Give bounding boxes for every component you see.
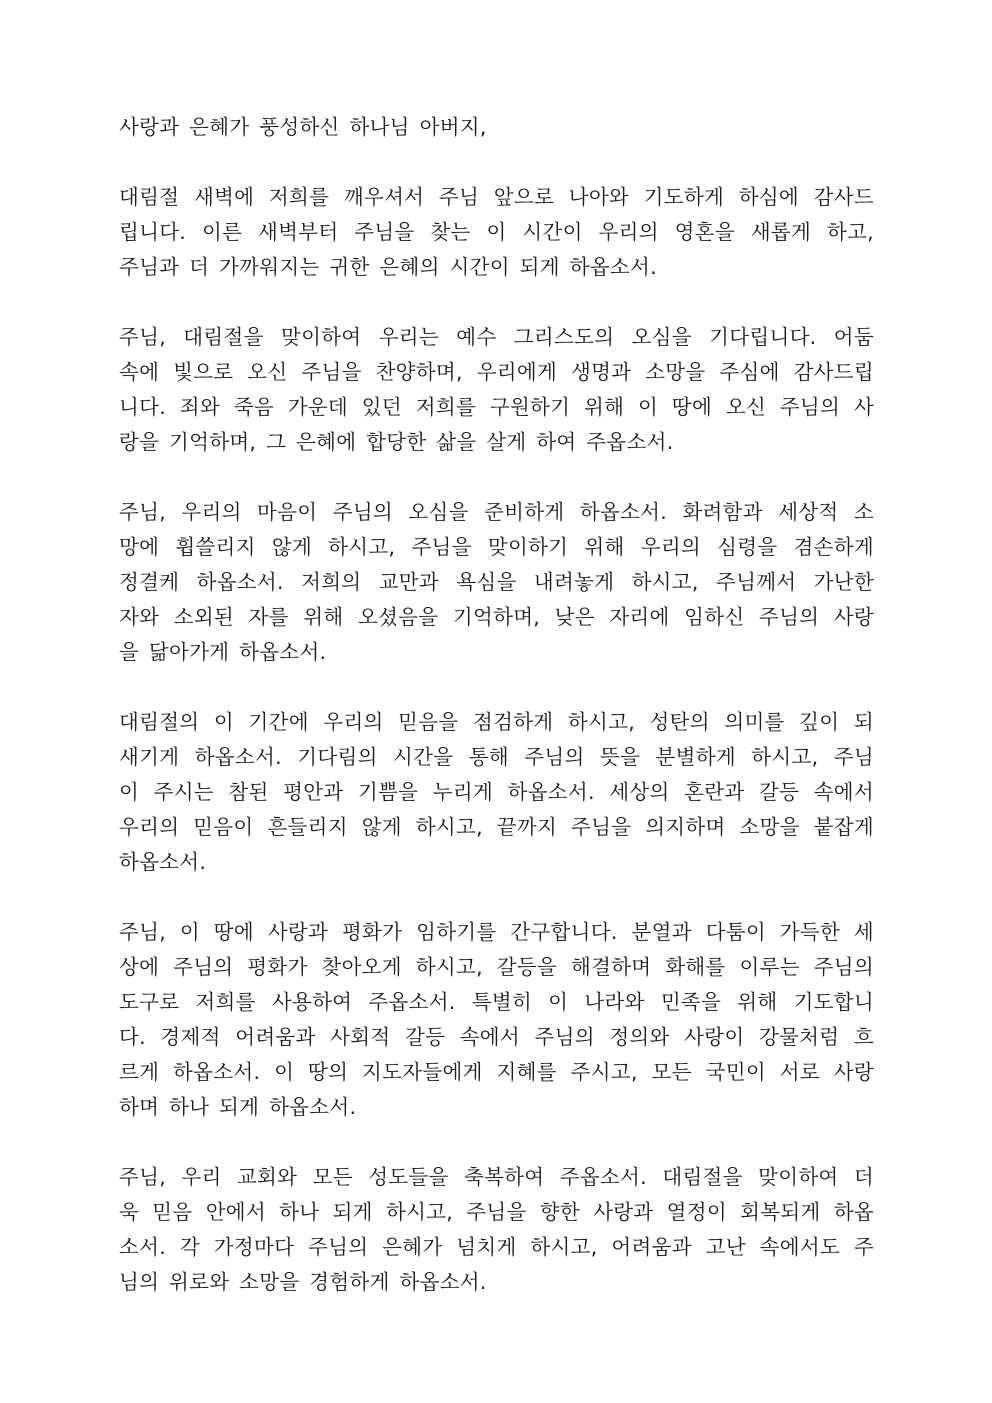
text-line: 주님과 더 가까워지는 귀한 은혜의 시간이 되게 하옵소서. (119, 255, 657, 279)
paragraph-3 (119, 320, 874, 460)
text-line: 대림절의 이 기간에 우리의 믿음을 점검하게 하시고, 성탄의 의미를 깊이 되 (119, 710, 874, 734)
text-line: 자와 소외된 자를 위해 오셨음을 기억하며, 낮은 자리에 임하신 주님의 사랑 (119, 605, 874, 629)
text-line: 대림절 새벽에 저희를 깨우셔서 주님 앞으로 나아와 기도하게 하심에 감사드 (119, 185, 874, 209)
text-line: 정결케 하옵소서. 저희의 교만과 욕심을 내려놓게 하시고, 주님께서 가난한 (119, 570, 874, 594)
paragraph-7 (119, 1160, 874, 1300)
text-line: 다. 경제적 어려움과 사회적 갈등 속에서 주님의 정의와 사랑이 강물처럼 흐 (119, 1025, 874, 1049)
text-line: 욱 믿음 안에서 하나 되게 하시고, 주님을 향한 사랑과 열정이 회복되게 하옵 (119, 1200, 874, 1224)
paragraph-5 (119, 705, 874, 880)
text-line: 주님, 대림절을 맞이하여 우리는 예수 그리스도의 오심을 기다립니다. 어둠 (119, 325, 874, 349)
text-line: 님의 위로와 소망을 경험하게 하옵소서. (119, 1270, 487, 1294)
prayer-text (119, 110, 874, 1335)
text-line: 우리의 믿음이 흔들리지 않게 하시고, 끝까지 주님을 의지하며 소망을 붙잡게 (119, 815, 874, 839)
paragraph-6 (119, 915, 874, 1125)
text-line: 소서. 각 가정마다 주님의 은혜가 넘치게 하시고, 어려움과 고난 속에서도 주 (119, 1235, 874, 1259)
text-line: 속에 빛으로 오신 주님을 찬양하며, 우리에게 생명과 소망을 주심에 감사드립 (119, 360, 874, 384)
text-line: 르게 하옵소서. 이 땅의 지도자들에게 지혜를 주시고, 모든 국민이 서로 사랑 (119, 1060, 874, 1084)
text-line: 상에 주님의 평화가 찾아오게 하시고, 갈등을 해결하며 화해를 이루는 주님의 (119, 955, 874, 979)
text-line: 주님, 우리의 마음이 주님의 오심을 준비하게 하옵소서. 화려함과 세상적 소 (119, 500, 874, 524)
text-line: 사랑과 은혜가 풍성하신 하나님 아버지, (119, 115, 487, 139)
text-line: 이 주시는 참된 평안과 기쁨을 누리게 하옵소서. 세상의 혼란과 갈등 속에서 (119, 780, 874, 804)
text-line: 하옵소서. (119, 850, 207, 874)
text-line: 도구로 저희를 사용하여 주옵소서. 특별히 이 나라와 민족을 위해 기도합니 (119, 990, 874, 1014)
text-line: 랑을 기억하며, 그 은혜에 합당한 삶을 살게 하여 주옵소서. (119, 430, 674, 454)
paragraph-1 (119, 110, 874, 145)
paragraph-2 (119, 180, 874, 285)
text-line: 니다. 죄와 죽음 가운데 있던 저희를 구원하기 위해 이 땅에 오신 주님의 사 (119, 395, 874, 419)
text-line: 하며 하나 되게 하옵소서. (119, 1095, 357, 1119)
text-line: 새기게 하옵소서. 기다림의 시간을 통해 주님의 뜻을 분별하게 하시고, 주님 (119, 745, 874, 769)
text-line: 주님, 이 땅에 사랑과 평화가 임하기를 간구합니다. 분열과 다툼이 가득한 세 (119, 920, 874, 944)
paragraph-4 (119, 495, 874, 670)
text-line: 립니다. 이른 새벽부터 주님을 찾는 이 시간이 우리의 영혼을 새롭게 하고, (119, 220, 874, 244)
text-line: 주님, 우리 교회와 모든 성도들을 축복하여 주옵소서. 대림절을 맞이하여 더 (119, 1165, 874, 1189)
text-line: 을 닮아가게 하옵소서. (119, 640, 327, 664)
text-line: 망에 휩쓸리지 않게 하시고, 주님을 맞이하기 위해 우리의 심령을 겸손하게 (119, 535, 874, 559)
